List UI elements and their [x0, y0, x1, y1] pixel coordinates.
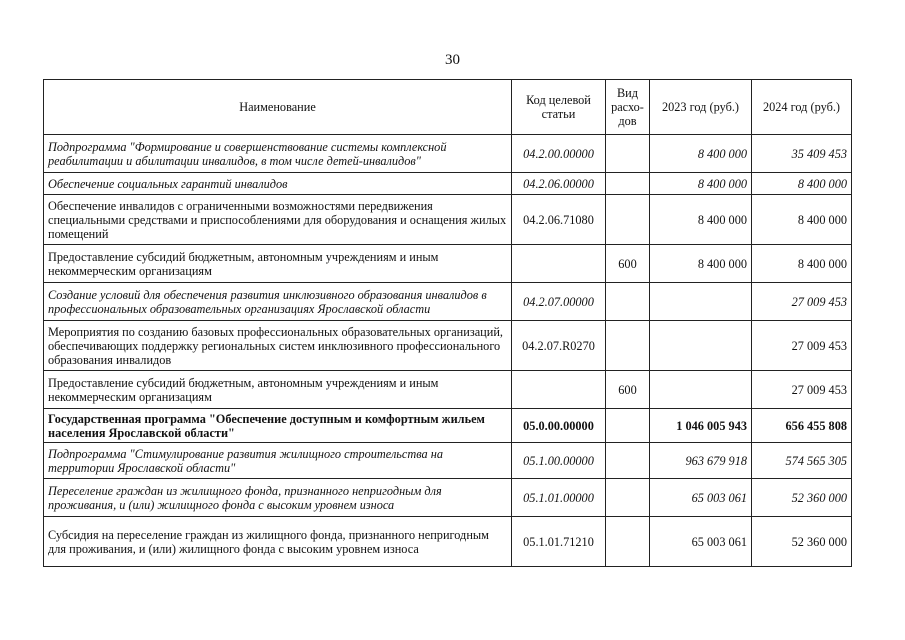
- row-2024-cell: 574 565 305: [752, 443, 852, 479]
- row-name-cell: Обеспечение социальных гарантий инвалидов: [44, 173, 512, 195]
- row-type-cell: [606, 479, 650, 517]
- row-name-cell: Создание условий для обеспечения развития инклюзивного образования инвалидов в профессиональных образовательных организациях Ярославской области: [44, 283, 512, 321]
- table-row: [44, 321, 852, 371]
- row-name-cell: Переселение граждан из жилищного фонда, признанного непригодным для проживания, и (или) жилищного фонда с высоким уровнем износа: [44, 479, 512, 517]
- row-2024-cell: 27 009 453: [752, 371, 852, 409]
- row-code-cell: 04.2.00.00000: [512, 135, 606, 173]
- row-2024-cell: 8 400 000: [752, 245, 852, 283]
- table-row: [44, 135, 852, 173]
- row-2023-cell: 963 679 918: [650, 443, 752, 479]
- header-2023: 2023 год (руб.): [650, 80, 752, 135]
- row-name-cell: Подпрограмма "Формирование и совершенствование системы комплексной реабилитации и абилитации инвалидов, в том числе детей-инвалидов": [44, 135, 512, 173]
- row-2024-cell: 35 409 453: [752, 135, 852, 173]
- row-type-cell: [606, 173, 650, 195]
- row-2024-cell: 27 009 453: [752, 321, 852, 371]
- table-row: [44, 443, 852, 479]
- table-row: [44, 245, 852, 283]
- row-type-cell: 600: [606, 371, 650, 409]
- row-2024-cell: 52 360 000: [752, 517, 852, 567]
- table-row: [44, 173, 852, 195]
- row-code-cell: 04.2.06.00000: [512, 173, 606, 195]
- row-name-cell: Мероприятия по созданию базовых профессиональных образовательных организаций, обеспечивающих поддержку региональных систем инклюзивного профессионального образования инвалидов: [44, 321, 512, 371]
- row-type-cell: [606, 517, 650, 567]
- table-row: [44, 517, 852, 567]
- row-2023-cell: 8 400 000: [650, 173, 752, 195]
- row-code-cell: 04.2.07.R0270: [512, 321, 606, 371]
- row-2023-cell: 8 400 000: [650, 135, 752, 173]
- row-name-cell: Обеспечение инвалидов с ограниченными возможностями передвижения специальными средствами и приспособлениями для оборудования и оснащения жилых помещений: [44, 195, 512, 245]
- row-code-cell: 05.1.01.71210: [512, 517, 606, 567]
- row-2023-cell: 8 400 000: [650, 195, 752, 245]
- row-2023-cell: [650, 371, 752, 409]
- row-2024-cell: 8 400 000: [752, 173, 852, 195]
- row-type-cell: [606, 195, 650, 245]
- row-2024-cell: 656 455 808: [752, 409, 852, 443]
- row-type-cell: [606, 321, 650, 371]
- row-name-cell: Подпрограмма "Стимулирование развития жилищного строительства на территории Ярославской области": [44, 443, 512, 479]
- row-name-cell: Предоставление субсидий бюджетным, автономным учреждениям и иным некоммерческим организациям: [44, 371, 512, 409]
- row-2024-cell: 8 400 000: [752, 195, 852, 245]
- row-name-cell: Субсидия на переселение граждан из жилищного фонда, признанного непригодным для проживания, и (или) жилищного фонда с высоким уровнем износа: [44, 517, 512, 567]
- table-row: [44, 283, 852, 321]
- row-2023-cell: 65 003 061: [650, 479, 752, 517]
- row-code-cell: 05.1.01.00000: [512, 479, 606, 517]
- row-type-cell: [606, 409, 650, 443]
- table-row: [44, 195, 852, 245]
- header-2024: 2024 год (руб.): [752, 80, 852, 135]
- header-name: Наименование: [44, 80, 512, 135]
- table-header-row: [44, 80, 852, 135]
- row-code-cell: 05.0.00.00000: [512, 409, 606, 443]
- header-code: Код целевой статьи: [512, 80, 606, 135]
- table-row: [44, 371, 852, 409]
- row-type-cell: [606, 443, 650, 479]
- row-code-cell: 04.2.06.71080: [512, 195, 606, 245]
- row-2024-cell: 27 009 453: [752, 283, 852, 321]
- row-name-cell: Предоставление субсидий бюджетным, автономным учреждениям и иным некоммерческим организациям: [44, 245, 512, 283]
- row-type-cell: [606, 283, 650, 321]
- row-name-cell: Государственная программа "Обеспечение доступным и комфортным жильем населения Ярославской области": [44, 409, 512, 443]
- row-code-cell: [512, 245, 606, 283]
- row-type-cell: [606, 135, 650, 173]
- header-type: Вид расхо-дов: [606, 80, 650, 135]
- row-2023-cell: [650, 321, 752, 371]
- table-row: [44, 409, 852, 443]
- row-code-cell: 04.2.07.00000: [512, 283, 606, 321]
- row-2023-cell: 65 003 061: [650, 517, 752, 567]
- row-code-cell: [512, 371, 606, 409]
- row-2024-cell: 52 360 000: [752, 479, 852, 517]
- table-row: [44, 479, 852, 517]
- row-type-cell: 600: [606, 245, 650, 283]
- row-2023-cell: 1 046 005 943: [650, 409, 752, 443]
- row-2023-cell: 8 400 000: [650, 245, 752, 283]
- row-code-cell: 05.1.00.00000: [512, 443, 606, 479]
- budget-table: [43, 79, 852, 567]
- row-2023-cell: [650, 283, 752, 321]
- table-body: [44, 135, 852, 567]
- page-number: 30: [445, 52, 460, 68]
